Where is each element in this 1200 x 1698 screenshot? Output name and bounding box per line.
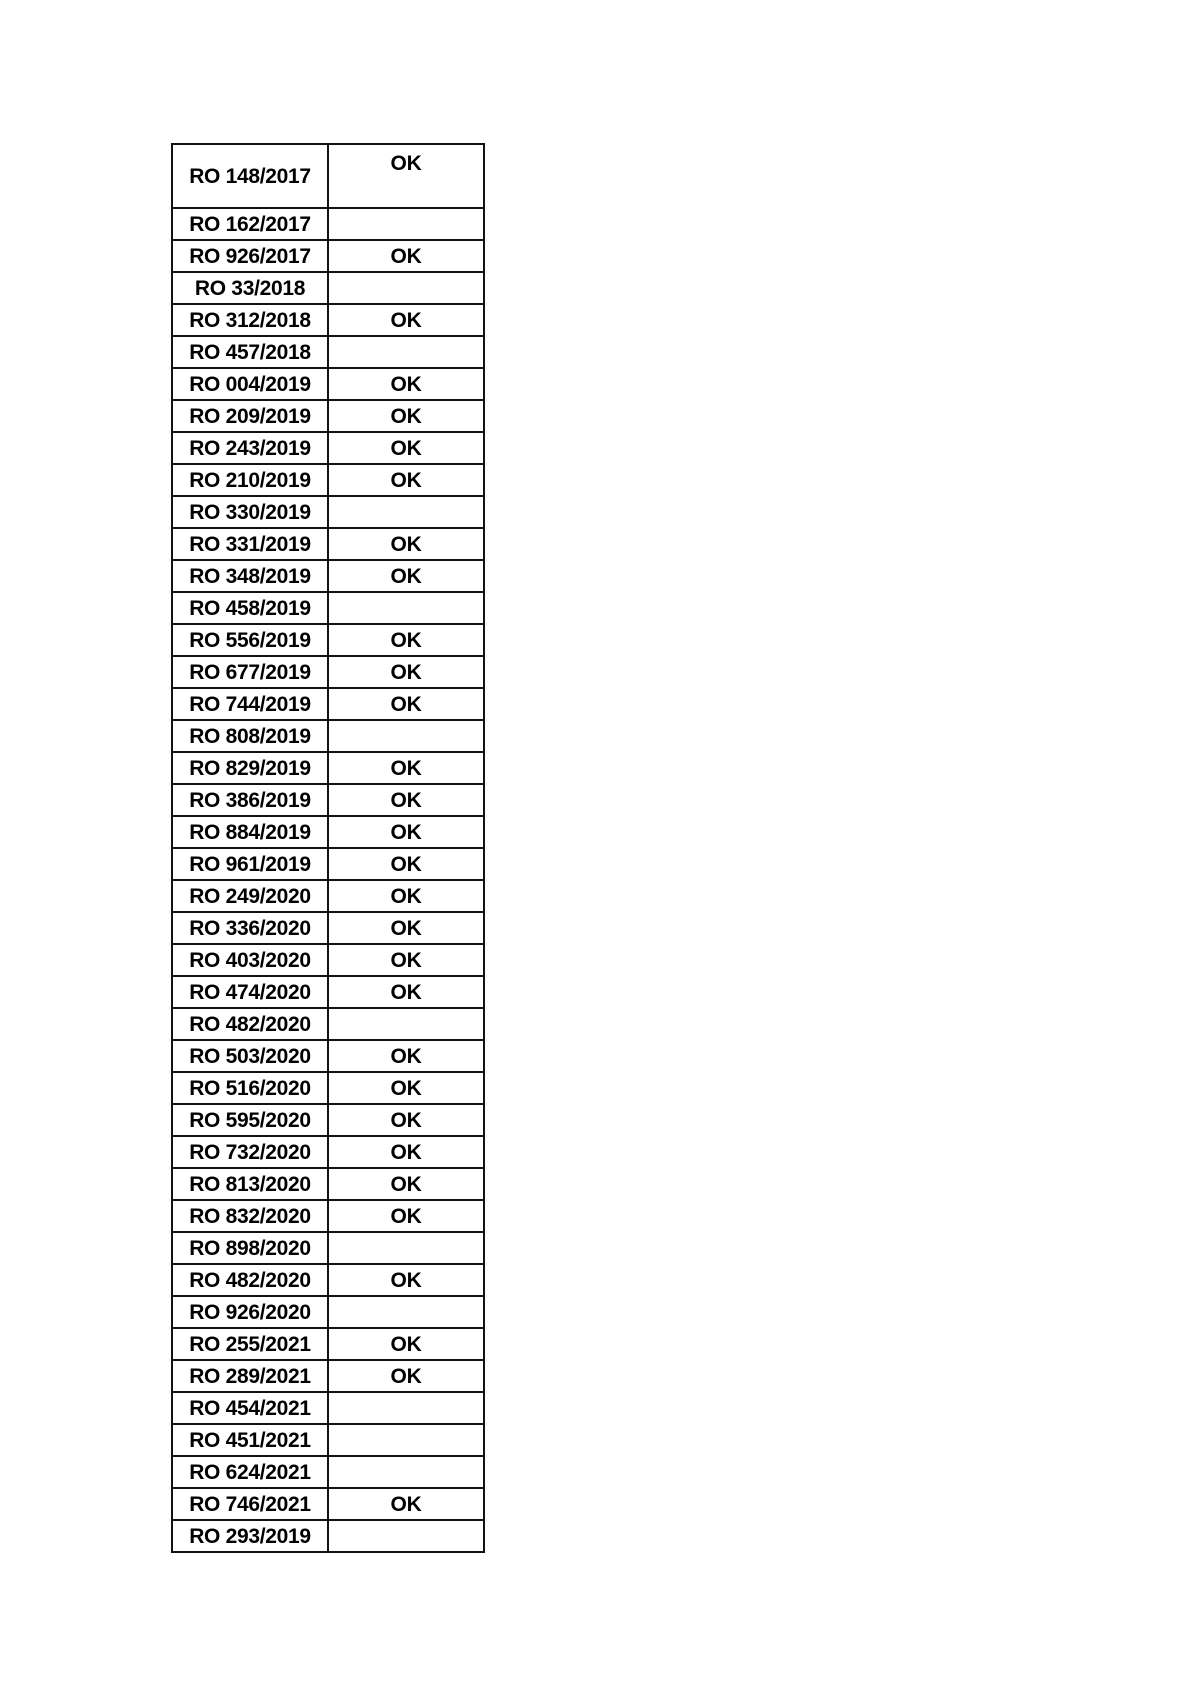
ro-number-cell: RO 482/2020 [173, 1265, 329, 1295]
table-row [173, 1007, 483, 1039]
status-cell: OK [390, 1076, 422, 1100]
table-row [173, 1423, 483, 1455]
table-row [173, 655, 483, 687]
table-row [173, 687, 483, 719]
status-cell: OK [390, 244, 422, 268]
ro-number-cell: RO 348/2019 [173, 561, 329, 591]
ro-number-cell: RO 209/2019 [173, 401, 329, 431]
table-row [173, 1167, 483, 1199]
status-cell: OK [390, 1364, 422, 1388]
table-row [173, 1039, 483, 1071]
ro-number-cell: RO 403/2020 [173, 945, 329, 975]
status-cell: OK [390, 468, 422, 492]
ro-number-cell: RO 336/2020 [173, 913, 329, 943]
status-cell: OK [390, 820, 422, 844]
ro-number-cell: RO 293/2019 [173, 1521, 329, 1551]
status-cell: OK [390, 1140, 422, 1164]
table-row [173, 719, 483, 751]
table-row [173, 1359, 483, 1391]
ro-number-cell: RO 746/2021 [173, 1489, 329, 1519]
status-cell: OK [390, 564, 422, 588]
ro-number-cell: RO 829/2019 [173, 753, 329, 783]
table-row [173, 911, 483, 943]
ro-number-cell: RO 832/2020 [173, 1201, 329, 1231]
ro-number-cell: RO 210/2019 [173, 465, 329, 495]
ro-number-cell: RO 004/2019 [173, 369, 329, 399]
ro-number-cell: RO 33/2018 [173, 273, 329, 303]
table-row [173, 367, 483, 399]
table-row [173, 1519, 483, 1551]
table-row [173, 591, 483, 623]
table-row [173, 527, 483, 559]
status-cell: OK [390, 436, 422, 460]
status-cell [329, 1457, 483, 1487]
ro-number-cell: RO 457/2018 [173, 337, 329, 367]
ro-number-cell: RO 744/2019 [173, 689, 329, 719]
status-cell: OK [390, 404, 422, 428]
status-cell: OK [390, 1492, 422, 1516]
table-row [173, 145, 483, 207]
ro-number-cell: RO 474/2020 [173, 977, 329, 1007]
table-row [173, 943, 483, 975]
ro-number-cell: RO 813/2020 [173, 1169, 329, 1199]
ro-number-cell: RO 312/2018 [173, 305, 329, 335]
status-cell: OK [390, 628, 422, 652]
status-cell: OK [390, 1108, 422, 1132]
ro-number-cell: RO 482/2020 [173, 1009, 329, 1039]
ro-number-cell: RO 255/2021 [173, 1329, 329, 1359]
status-cell [329, 1425, 483, 1455]
table-row [173, 463, 483, 495]
table-row [173, 559, 483, 591]
table-row [173, 751, 483, 783]
ro-number-cell: RO 330/2019 [173, 497, 329, 527]
ro-number-cell: RO 898/2020 [173, 1233, 329, 1263]
status-cell: OK [390, 1172, 422, 1196]
table-row [173, 431, 483, 463]
status-cell: OK [390, 852, 422, 876]
status-cell [329, 1009, 483, 1039]
table-row [173, 879, 483, 911]
status-cell: OK [390, 660, 422, 684]
table-row [173, 1199, 483, 1231]
ro-number-cell: RO 454/2021 [173, 1393, 329, 1423]
ro-number-cell: RO 961/2019 [173, 849, 329, 879]
ro-status-table [171, 143, 485, 1553]
ro-number-cell: RO 331/2019 [173, 529, 329, 559]
table-row [173, 623, 483, 655]
table-row [173, 1487, 483, 1519]
table-row [173, 271, 483, 303]
table-row [173, 783, 483, 815]
status-cell: OK [390, 916, 422, 940]
ro-number-cell: RO 162/2017 [173, 209, 329, 239]
status-cell: OK [390, 1044, 422, 1068]
ro-number-cell: RO 451/2021 [173, 1425, 329, 1455]
ro-number-cell: RO 926/2017 [173, 241, 329, 271]
ro-number-cell: RO 516/2020 [173, 1073, 329, 1103]
table-row [173, 815, 483, 847]
ro-number-cell: RO 926/2020 [173, 1297, 329, 1327]
table-row [173, 1071, 483, 1103]
table-row [173, 1391, 483, 1423]
status-cell [329, 1233, 483, 1263]
ro-number-cell: RO 503/2020 [173, 1041, 329, 1071]
status-cell: OK [390, 532, 422, 556]
ro-number-cell: RO 289/2021 [173, 1361, 329, 1391]
ro-number-cell: RO 556/2019 [173, 625, 329, 655]
status-cell [329, 337, 483, 367]
status-cell: OK [390, 1268, 422, 1292]
status-cell [329, 497, 483, 527]
table-row [173, 1231, 483, 1263]
table-row [173, 1327, 483, 1359]
status-cell: OK [390, 1332, 422, 1356]
status-cell: OK [390, 948, 422, 972]
status-cell: OK [390, 756, 422, 780]
status-cell [329, 721, 483, 751]
status-cell: OK [390, 980, 422, 1004]
ro-number-cell: RO 458/2019 [173, 593, 329, 623]
status-cell [329, 1297, 483, 1327]
table-row [173, 239, 483, 271]
ro-number-cell: RO 677/2019 [173, 657, 329, 687]
ro-number-cell: RO 732/2020 [173, 1137, 329, 1167]
status-cell [329, 209, 483, 239]
table-row [173, 847, 483, 879]
status-cell [329, 273, 483, 303]
ro-number-cell: RO 249/2020 [173, 881, 329, 911]
table-row [173, 335, 483, 367]
ro-number-cell: RO 595/2020 [173, 1105, 329, 1135]
table-row [173, 303, 483, 335]
status-cell: OK [390, 372, 422, 396]
ro-number-cell: RO 808/2019 [173, 721, 329, 751]
status-cell: OK [390, 152, 422, 175]
ro-number-cell: RO 884/2019 [173, 817, 329, 847]
table-row [173, 975, 483, 1007]
status-cell: OK [390, 1204, 422, 1228]
table-row [173, 1263, 483, 1295]
status-cell: OK [390, 884, 422, 908]
status-cell: OK [390, 308, 422, 332]
status-cell: OK [390, 692, 422, 716]
ro-number-cell: RO 243/2019 [173, 433, 329, 463]
ro-number-cell: RO 624/2021 [173, 1457, 329, 1487]
table-row [173, 495, 483, 527]
table-row [173, 1295, 483, 1327]
status-cell [329, 1521, 483, 1551]
table-row [173, 1135, 483, 1167]
table-row [173, 1455, 483, 1487]
status-cell: OK [390, 788, 422, 812]
status-cell [329, 593, 483, 623]
table-row [173, 207, 483, 239]
status-cell [329, 1393, 483, 1423]
table-row [173, 399, 483, 431]
table-row [173, 1103, 483, 1135]
ro-number-cell: RO 148/2017 [173, 145, 329, 207]
ro-number-cell: RO 386/2019 [173, 785, 329, 815]
